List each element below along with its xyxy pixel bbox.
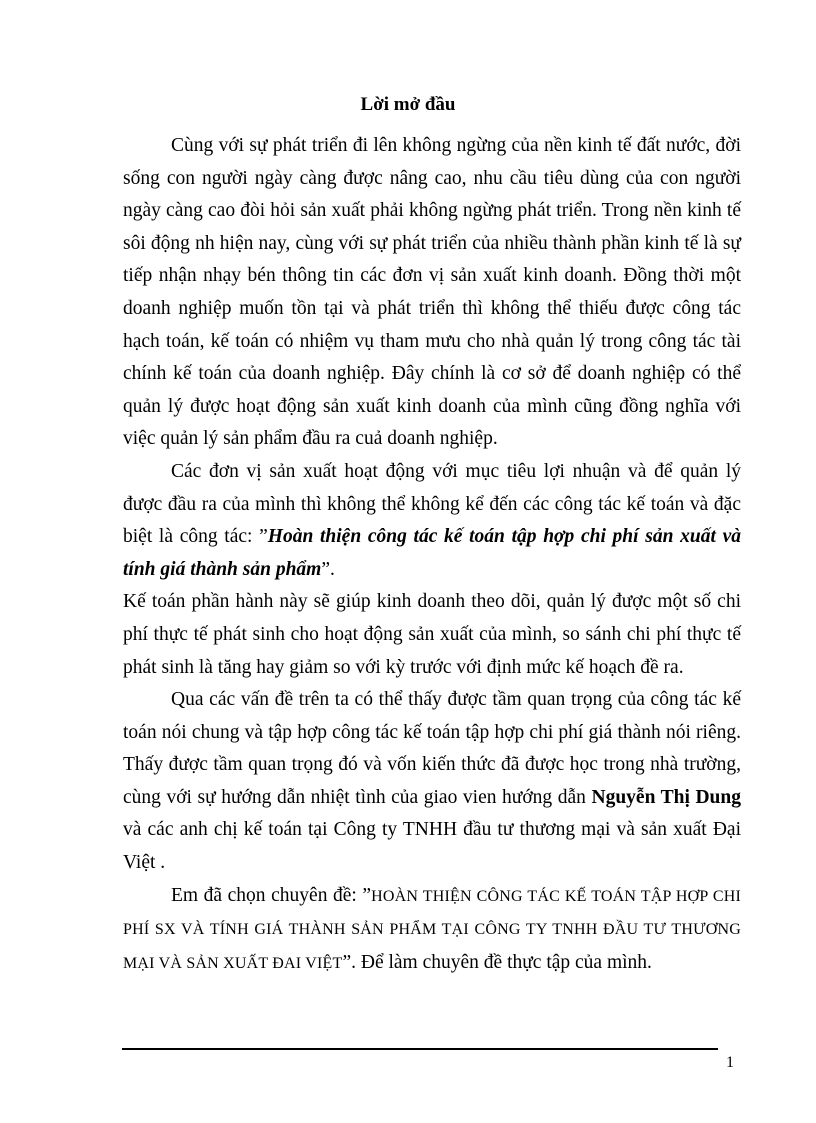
paragraph-intro: Cùng với sự phát triển đi lên không ngừng của nền kinh tế đất nước, đời sống con người ngày càng được nâng cao, nhu cầu tiêu dùng của con người ngày càng cao đòi hỏi sản xuất phải không ngừng phát triển. Trong nền kinh tế sôi động nh hiện nay, cùng với sự phát triển của nhiều thành phần kinh tế là sự tiếp nhận nhạy bén thông tin các đơn vị sản xuất kinh doanh. Đồng thời một doanh nghiệp muốn tồn tại và phát triển thì không thể thiếu được công tác hạch toán, kế toán có nhiệm vụ tham mưu cho nhà quản lý trong công tác tài chính kế toán của doanh nghiệp. Đây chính là cơ sở để doanh nghiệp có thể quản lý được hoạt động sản xuất kinh doanh của mình cũng đồng nghĩa với việc quản lý sản phẩm đầu ra cuả doanh nghiệp. [123, 135, 741, 450]
paragraph-text: Qua các vấn đề trên ta có thể thấy được tầm quan trọng của công tác kế toán nói chung và tập hợp công tác kế toán tập hợp chi phí giá thành nói riêng. Thấy được tầm quan trọng đó và vốn kiến thức đã được học trong nhà trường, cùng với sự hướng dẫn nhiệt tình của giao vien hướng dẫn [123, 689, 741, 808]
paragraph-text: Các đơn vị sản xuất hoạt động với mục tiêu lợi nhuận và để quản lý được đầu ra của mình thì không thể không kể đến các công tác kế toán và đặc biệt là công tác: ” [123, 460, 741, 548]
document-body [123, 130, 741, 980]
paragraph-cost-tracking: Kế toán phần hành này sẽ giúp kinh doanh theo dõi, quản lý được một số chi phí thực tế phát sinh cho hoạt động sản xuất của mình, so sánh chi phí thực tế phát sinh là tăng hay giảm so với kỳ trước với định mức kế hoạch đề ra. [123, 591, 741, 678]
topic-title: HOÀN THIỆN CÔNG TÁC KẾ TOÁN TẬP HỢP CHI PHÍ SX VÀ TÍNH GIÁ THÀNH SẢN PHẨM TẠI CÔNG TY TNHH ĐẦU TƯ THƯƠNG MẠI VÀ SẢN XUẤT ĐAI VIỆT [123, 887, 741, 972]
paragraph-topic-choice [123, 880, 741, 981]
paragraph-importance [123, 684, 741, 880]
page-title: Lời mở đầu [360, 94, 456, 115]
paragraph-text: Em đã chọn chuyên đề: ” [171, 884, 372, 906]
advisor-name: Nguyễn Thị Dung [591, 786, 741, 808]
emphasized-topic: Hoàn thiện công tác kế toán tập hợp chi phí sản xuất và tính giá thành sản phẩm [123, 526, 741, 580]
paragraph-text: ”. Để làm chuyên đề thực tập của mình. [342, 951, 652, 973]
footer-divider [122, 1048, 718, 1050]
paragraph-text: ”. [321, 558, 335, 580]
paragraph-accounting-work [123, 456, 741, 586]
page-number: 1 [726, 1054, 734, 1071]
paragraph-text: và các anh chị kế toán tại Công ty TNHH đầu tư thương mại và sản xuất Đại Việt . [123, 819, 741, 874]
